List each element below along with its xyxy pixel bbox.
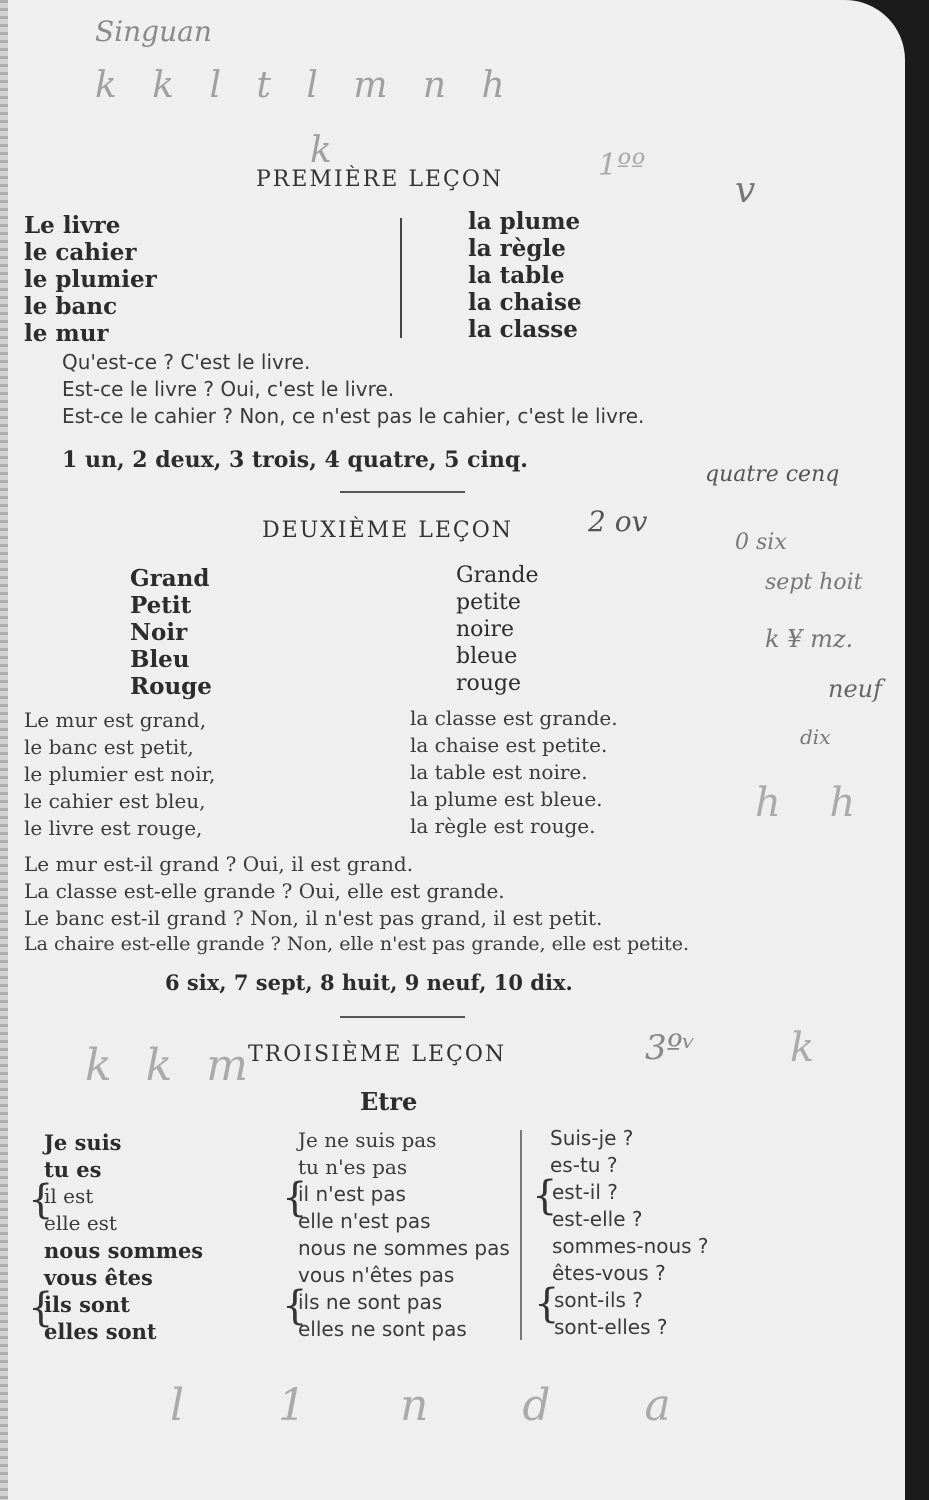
conjugation-affirmative: elle est — [44, 1211, 117, 1235]
lesson2-sentence-right: la table est noire. — [410, 760, 588, 784]
lesson1-left-item: le banc — [24, 293, 118, 320]
lesson1-title: PREMIÈRE LEÇON — [256, 167, 504, 192]
handwritten-kkm: k k m — [85, 1040, 259, 1091]
handwritten-v: v — [735, 170, 756, 211]
lesson2-sentence-left: le banc est petit, — [24, 735, 194, 759]
conjugation-interrogative: est-il ? — [552, 1180, 618, 1204]
lesson2-question: Le mur est-il grand ? Oui, il est grand. — [24, 852, 414, 876]
conjugation-negative: ils ne sont pas — [298, 1290, 443, 1314]
handwritten-hh: h h — [755, 780, 874, 826]
handwritten-3ov: 3ºᵛ — [645, 1028, 696, 1068]
conjugation-interrogative: sommes-nous ? — [552, 1234, 709, 1258]
lesson2-adjective-masc: Noir — [130, 619, 188, 646]
lesson1-left-item: Le livre — [24, 212, 121, 239]
conjugation-affirmative: il est — [44, 1184, 94, 1208]
lesson2-sentence-left: le livre est rouge, — [24, 816, 203, 840]
conjugation-affirmative: Je suis — [44, 1130, 122, 1155]
handwritten-neuf: neuf — [828, 675, 882, 703]
lesson2-sentence-left: le plumier est noir, — [24, 762, 216, 786]
lesson2-sentence-right: la règle est rouge. — [410, 814, 596, 838]
conjugation-interrogative: est-elle ? — [552, 1207, 643, 1231]
conjugation-interrogative: sont-ils ? — [554, 1288, 643, 1312]
lesson3-divider — [520, 1130, 522, 1340]
handwritten-dix: dix — [800, 725, 831, 749]
lesson2-adjective-masc: Bleu — [130, 646, 190, 673]
conjugation-interrogative: sont-elles ? — [554, 1315, 668, 1339]
lesson2-adjective-fem: noire — [456, 617, 514, 642]
lesson2-adjective-fem: bleue — [456, 644, 518, 669]
lesson2-question: La classe est-elle grande ? Oui, elle est grande. — [24, 879, 505, 903]
lesson2-sentence-left: le cahier est bleu, — [24, 789, 206, 813]
lesson1-left-item: le plumier — [24, 266, 157, 293]
lesson1-right-item: la règle — [468, 235, 566, 262]
conjugation-affirmative: tu es — [44, 1157, 102, 1182]
handwritten-right-k: k — [790, 1025, 815, 1071]
lesson1-right-item: la classe — [468, 316, 578, 343]
handwritten-2ov: 2 ov — [588, 505, 648, 538]
handwritten-sept-huit: sept hoit — [765, 570, 863, 595]
conjugation-negative: Je ne suis pas — [298, 1128, 437, 1152]
lesson1-question: Qu'est-ce ? C'est le livre. — [62, 350, 311, 374]
handwritten-letters-top: k k l t l m n h — [95, 65, 517, 106]
lesson1-left-item: le mur — [24, 320, 109, 347]
lesson3-title: TROISIÈME LEÇON — [248, 1042, 507, 1067]
handwritten-bottom-row: l 1 n d a — [170, 1380, 711, 1431]
handwritten-margin-note: 1ºº — [598, 148, 646, 183]
handwritten-name: Singuan — [95, 15, 212, 48]
lesson3-subtitle: Etre — [360, 1087, 418, 1116]
handwritten-quatre-cinq: quatre cenq — [705, 462, 840, 487]
conjugation-affirmative: nous sommes — [44, 1238, 204, 1263]
lesson2-adjective-masc: Petit — [130, 592, 192, 619]
handwritten-k-huit: k ¥ mz. — [765, 625, 854, 653]
lesson2-adjective-masc: Rouge — [130, 673, 212, 700]
conjugation-interrogative: Suis-je ? — [550, 1126, 634, 1150]
conjugation-negative: il n'est pas — [298, 1182, 406, 1206]
lesson1-right-item: la chaise — [468, 289, 582, 316]
conjugation-negative: elle n'est pas — [298, 1209, 431, 1233]
lesson2-sentence-right: la classe est grande. — [410, 706, 618, 730]
conjugation-negative: nous ne sommes pas — [298, 1236, 510, 1260]
brace: { — [282, 1283, 308, 1329]
lesson2-sentence-left: Le mur est grand, — [24, 708, 207, 732]
lesson1-left-item: le cahier — [24, 239, 137, 266]
lesson2-adjective-fem: Grande — [456, 563, 539, 588]
lesson1-question: Est-ce le cahier ? Non, ce n'est pas le cahier, c'est le livre. — [62, 404, 645, 428]
lesson1-numbers: 1 un, 2 deux, 3 trois, 4 quatre, 5 cinq. — [62, 447, 528, 473]
conjugation-affirmative: ils sont — [44, 1292, 130, 1317]
lesson2-title: DEUXIÈME LEÇON — [262, 518, 514, 543]
lesson1-divider — [400, 218, 402, 338]
page-binding — [0, 0, 8, 1500]
section-divider — [340, 1016, 465, 1018]
conjugation-interrogative: es-tu ? — [550, 1153, 618, 1177]
lesson2-question: Le banc est-il grand ? Non, il n'est pas grand, il est petit. — [24, 906, 603, 930]
lesson2-adjective-fem: rouge — [456, 671, 522, 696]
brace: { — [282, 1175, 308, 1221]
conjugation-affirmative: vous êtes — [44, 1265, 153, 1290]
brace: { — [28, 1177, 54, 1223]
section-divider — [340, 491, 465, 493]
conjugation-affirmative: elles sont — [44, 1319, 157, 1344]
conjugation-interrogative: êtes-vous ? — [552, 1261, 666, 1285]
lesson2-question: La chaire est-elle grande ? Non, elle n'est pas grande, elle est petite. — [24, 933, 689, 955]
handwritten-k: k — [310, 130, 332, 171]
lesson1-right-item: la plume — [468, 208, 581, 235]
lesson2-numbers: 6 six, 7 sept, 8 huit, 9 neuf, 10 dix. — [165, 970, 573, 995]
conjugation-negative: elles ne sont pas — [298, 1317, 467, 1341]
conjugation-negative: tu n'es pas — [298, 1155, 408, 1179]
lesson2-sentence-right: la plume est bleue. — [410, 787, 603, 811]
lesson2-adjective-fem: petite — [456, 590, 521, 615]
lesson2-sentence-right: la chaise est petite. — [410, 733, 608, 757]
lesson2-adjective-masc: Grand — [130, 565, 210, 592]
brace: { — [534, 1281, 560, 1327]
handwritten-six: 0 six — [735, 530, 787, 555]
brace: { — [532, 1173, 558, 1219]
conjugation-negative: vous n'êtes pas — [298, 1263, 455, 1287]
lesson1-right-item: la table — [468, 262, 565, 289]
brace: { — [28, 1285, 54, 1331]
lesson1-question: Est-ce le livre ? Oui, c'est le livre. — [62, 377, 395, 401]
